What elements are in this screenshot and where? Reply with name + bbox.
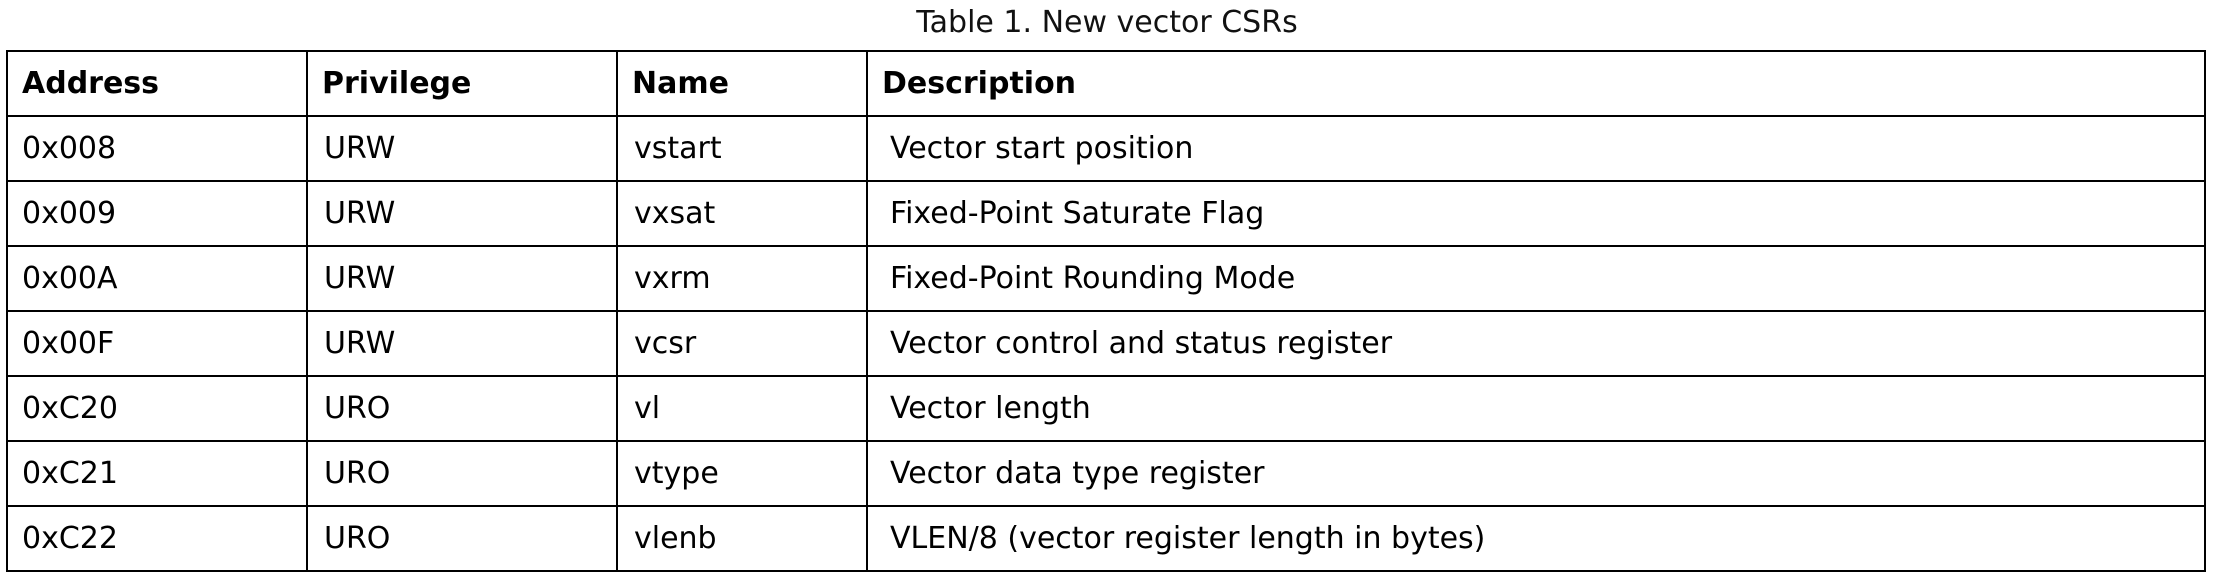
table-row (7, 246, 2205, 311)
cell-privilege: URW (307, 181, 617, 246)
table-row (7, 506, 2205, 571)
new-vector-csrs-table (6, 50, 2206, 572)
column-header-description: Description (867, 51, 2205, 116)
table-header-row (7, 51, 2205, 116)
cell-description: Fixed-Point Rounding Mode (867, 246, 2205, 311)
cell-privilege: URW (307, 246, 617, 311)
table-row (7, 441, 2205, 506)
cell-name: vlenb (617, 506, 867, 571)
table-row (7, 181, 2205, 246)
cell-address: 0xC22 (7, 506, 307, 571)
cell-name: vl (617, 376, 867, 441)
table-row (7, 311, 2205, 376)
cell-description: Vector data type register (867, 441, 2205, 506)
table-caption: Table 1. New vector CSRs (916, 5, 1298, 40)
cell-address: 0x009 (7, 181, 307, 246)
cell-description: Fixed-Point Saturate Flag (867, 181, 2205, 246)
table-header (7, 51, 2205, 116)
cell-privilege: URO (307, 441, 617, 506)
cell-description: Vector start position (867, 116, 2205, 181)
cell-name: vxsat (617, 181, 867, 246)
cell-address: 0x008 (7, 116, 307, 181)
column-header-privilege: Privilege (307, 51, 617, 116)
column-header-address: Address (7, 51, 307, 116)
cell-description: Vector length (867, 376, 2205, 441)
cell-description: Vector control and status register (867, 311, 2205, 376)
cell-name: vxrm (617, 246, 867, 311)
cell-description: VLEN/8 (vector register length in bytes) (867, 506, 2205, 571)
cell-privilege: URO (307, 506, 617, 571)
table-row (7, 116, 2205, 181)
cell-privilege: URW (307, 116, 617, 181)
cell-name: vcsr (617, 311, 867, 376)
table-row (7, 376, 2205, 441)
cell-name: vtype (617, 441, 867, 506)
cell-privilege: URW (307, 311, 617, 376)
cell-privilege: URO (307, 376, 617, 441)
cell-address: 0xC20 (7, 376, 307, 441)
column-header-name: Name (617, 51, 867, 116)
cell-address: 0xC21 (7, 441, 307, 506)
cell-address: 0x00A (7, 246, 307, 311)
cell-address: 0x00F (7, 311, 307, 376)
cell-name: vstart (617, 116, 867, 181)
table-body (7, 116, 2205, 571)
